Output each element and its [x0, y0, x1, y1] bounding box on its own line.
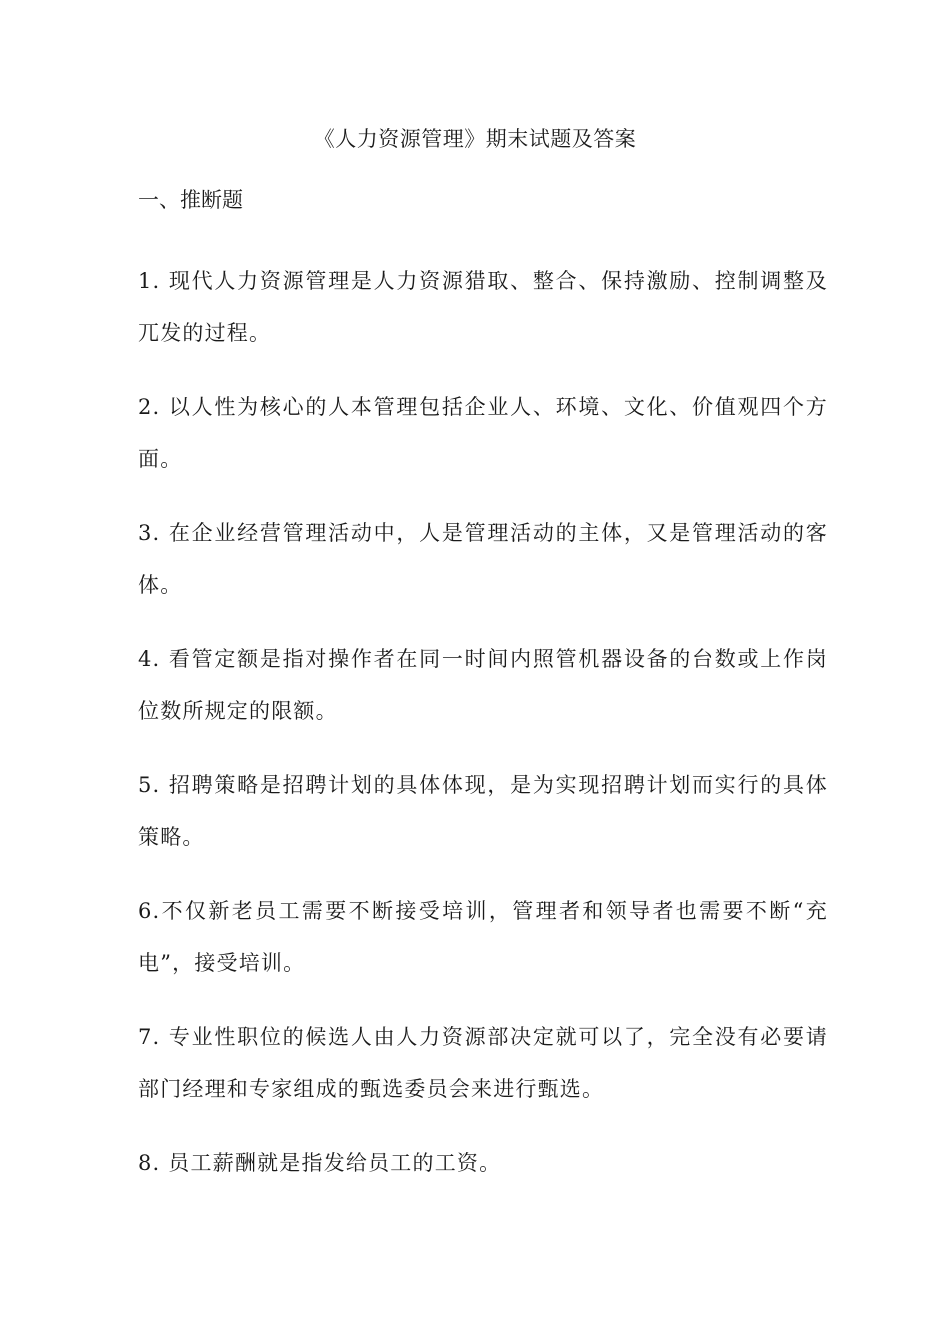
question-item: 7. 专业性职位的候选人由人力资源部决定就可以了，完全没有必要请部门经理和专家组成的甄选委员会来进行甄选。 — [138, 1025, 828, 1101]
question-item: 6.不仅新老员工需要不断接受培训，管理者和领导者也需要不断“充电”，接受培训。 — [138, 899, 828, 975]
question-item: 2. 以人性为核心的人本管理包括企业人、环境、文化、价值观四个方面。 — [138, 395, 828, 471]
question-item: 3. 在企业经营管理活动中，人是管理活动的主体，又是管理活动的客体。 — [138, 521, 828, 597]
document-title: 《人力资源管理》期末试题及答案 — [313, 127, 637, 151]
section-heading: 一、推断题 — [138, 188, 243, 212]
question-item: 1. 现代人力资源管理是人力资源猎取、整合、保持激励、控制调整及兀发的过程。 — [138, 269, 828, 345]
question-item: 4. 看管定额是指对操作者在同一时间内照管机器设备的台数或上作岗位数所规定的限额。 — [138, 647, 828, 723]
question-item: 8. 员工薪酬就是指发给员工的工资。 — [138, 1151, 502, 1175]
question-list — [138, 255, 828, 1211]
question-item: 5. 招聘策略是招聘计划的具体体现，是为实现招聘计划而实行的具体策略。 — [138, 773, 828, 849]
